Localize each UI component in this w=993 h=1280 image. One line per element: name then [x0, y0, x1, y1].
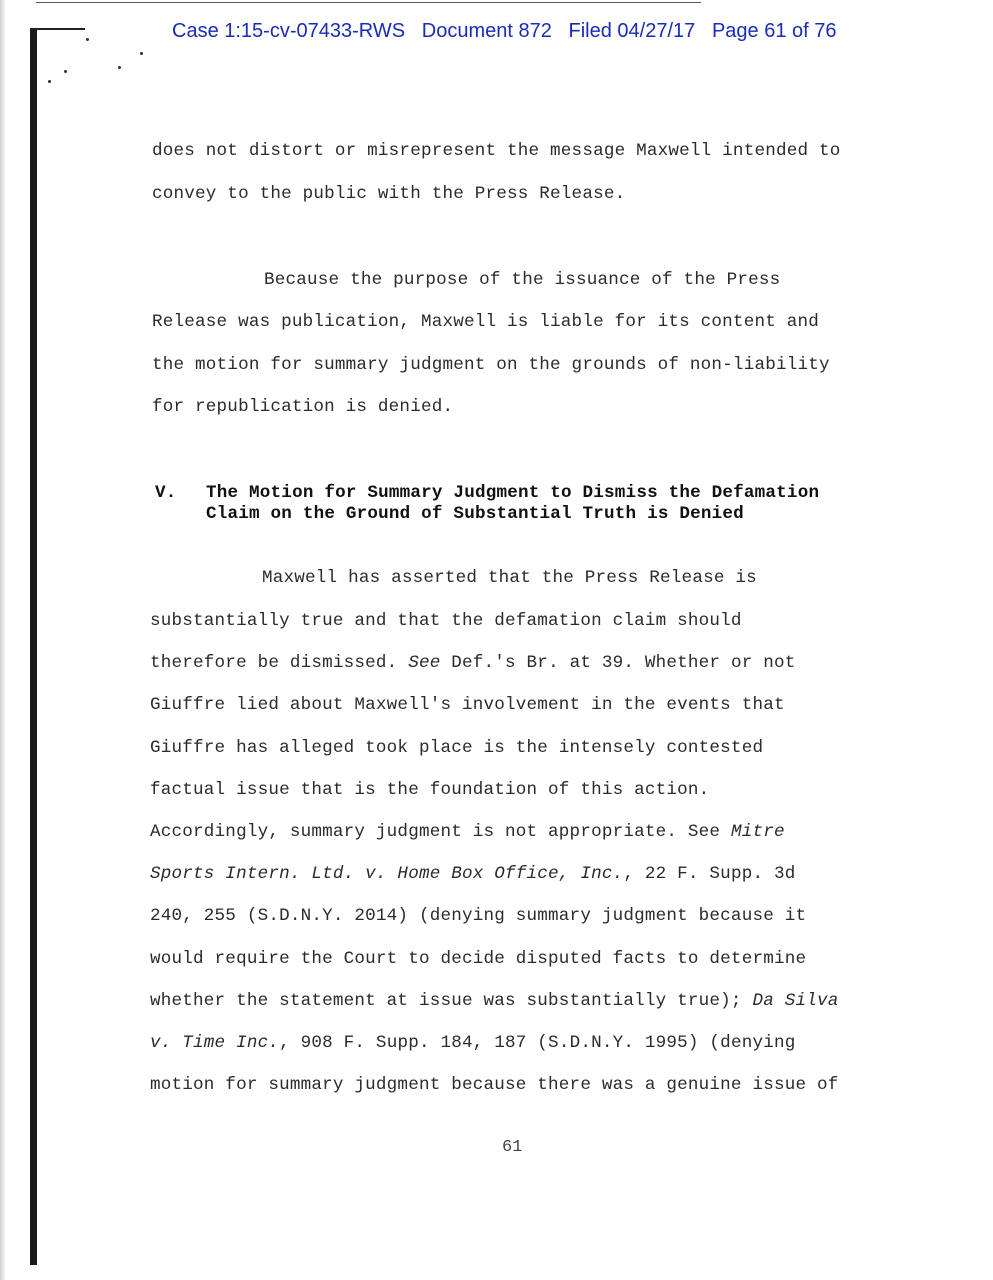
text-run: Def.'s Br. at 39. Whether or not — [440, 653, 796, 673]
paragraph-line: Giuffre has alleged took place is the intensely contested — [150, 738, 764, 758]
text-run: , 908 F. Supp. 184, 187 (S.D.N.Y. 1995) (denying — [279, 1033, 796, 1053]
scan-corner-mark — [30, 28, 85, 30]
paragraph-line: does not distort or misrepresent the message Maxwell intended to — [152, 141, 841, 161]
paragraph-line: convey to the public with the Press Release. — [152, 184, 626, 204]
scan-speck — [140, 52, 143, 55]
scan-speck — [64, 70, 67, 73]
paragraph-line: would require the Court to decide disputed facts to determine — [150, 949, 807, 969]
paragraph-line — [150, 864, 796, 884]
scan-speck — [118, 66, 121, 69]
paragraph-line: the motion for summary judgment on the grounds of non-liability — [152, 355, 830, 375]
scan-speck — [86, 38, 89, 41]
paragraph-line: Because the purpose of the issuance of the Press — [264, 270, 781, 290]
paragraph-line — [150, 653, 796, 673]
scan-top-rule — [36, 2, 701, 3]
text-run: Accordingly, summary judgment is not appropriate. See — [150, 822, 731, 842]
header-case-number: Case 1:15-cv-07433-RWS — [172, 20, 406, 42]
scan-left-bar — [30, 30, 37, 1265]
paragraph-line — [150, 1033, 796, 1053]
paragraph-line: substantially true and that the defamation claim should — [150, 611, 742, 631]
paragraph-line — [150, 991, 839, 1011]
text-run: , 22 F. Supp. 3d — [623, 864, 796, 884]
court-filing-header — [172, 20, 837, 43]
scan-speck — [48, 80, 51, 83]
paragraph-line: factual issue that is the foundation of this action. — [150, 780, 710, 800]
paragraph-line: motion for summary judgment because there was a genuine issue of — [150, 1075, 839, 1095]
section-heading-line: Claim on the Ground of Substantial Truth is Denied — [206, 504, 744, 524]
citation-signal: See — [408, 653, 441, 673]
header-page-of: Page 61 of 76 — [711, 20, 837, 42]
text-run: therefore be dismissed. — [150, 653, 409, 673]
case-name: Mitre — [730, 822, 785, 842]
page-number: 61 — [502, 1138, 523, 1157]
paragraph-line: for republication is denied. — [152, 397, 454, 417]
paragraph-line: Giuffre lied about Maxwell's involvement in the events that — [150, 695, 785, 715]
text-run: whether the statement at issue was substantially true); — [150, 991, 753, 1011]
paragraph-line — [150, 822, 785, 842]
scan-edge-shadow — [0, 0, 6, 1280]
paragraph-line: 240, 255 (S.D.N.Y. 2014) (denying summary judgment because it — [150, 906, 807, 926]
section-number: V. — [155, 483, 177, 503]
case-name: Sports Intern. Ltd. v. Home Box Office, Inc. — [150, 864, 624, 884]
header-document-number: Document 872 — [421, 20, 552, 42]
section-heading-line: The Motion for Summary Judgment to Dismiss the Defamation — [206, 483, 820, 503]
paragraph-line: Maxwell has asserted that the Press Release is — [262, 568, 757, 588]
case-name: v. Time Inc. — [150, 1033, 280, 1053]
header-filed-date: Filed 04/27/17 — [568, 20, 696, 42]
case-name: Da Silva — [752, 991, 839, 1011]
paragraph-line: Release was publication, Maxwell is liable for its content and — [152, 312, 819, 332]
